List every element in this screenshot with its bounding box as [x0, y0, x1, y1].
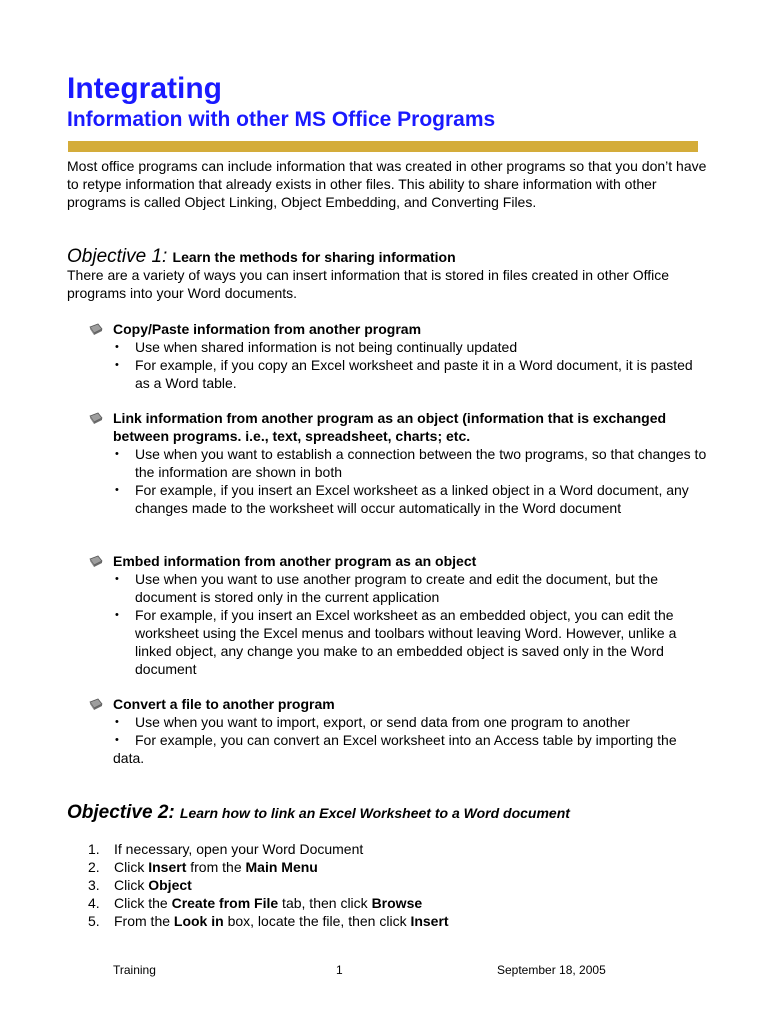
method-heading-text: Copy/Paste information from another program [113, 321, 422, 337]
intro-paragraph: Most office programs can include information that was created in other programs so that you don’t have to retype information that already exists in other files. This ability to share information with other programs is called Object Linking, Object Embedding, and Converting Files. [67, 158, 707, 210]
method-copy-paste [88, 320, 708, 392]
method-heading-text: Embed information from another program as an object [113, 553, 477, 569]
step-text: from the [186, 859, 246, 875]
method-heading [88, 552, 708, 570]
step-bold-term: Browse [371, 895, 423, 911]
list-item: • For example, you can convert an Excel worksheet into an Access table by importing the data. [88, 731, 708, 767]
method-bullet-list [88, 445, 708, 517]
method-heading [88, 409, 708, 445]
step-text: tab, then click [278, 895, 372, 911]
step-number: 3. [88, 877, 100, 893]
step-item [88, 912, 449, 930]
step-text: Click the [114, 895, 172, 911]
objective-2-description: Learn how to link an Excel Worksheet to a Word document [179, 805, 570, 821]
step-item [88, 894, 449, 912]
step-text: box, locate the file, then click [223, 913, 411, 929]
step-bold-term: Insert [410, 913, 449, 929]
method-heading [88, 320, 708, 338]
step-number: 4. [88, 895, 100, 911]
step-text: Click [114, 859, 149, 875]
step-bold-term: Object [148, 877, 192, 893]
document-bullet-icon [88, 323, 104, 335]
list-item: • Use when shared information is not being continually updated [88, 338, 708, 356]
objective-1-description: Learn the methods for sharing information [172, 249, 456, 265]
method-embed [88, 552, 708, 678]
step-bold-term: Main Menu [245, 859, 318, 875]
step-item [88, 876, 449, 894]
objective-2-heading [67, 801, 570, 824]
step-text: If necessary, open your Word Document [114, 841, 364, 857]
objective-1-label: Objective 1: [67, 246, 168, 267]
step-bold-term: Create from File [171, 895, 279, 911]
method-heading [88, 695, 708, 713]
list-item: • For example, if you insert an Excel worksheet as an embedded object, you can edit the worksheet using the Excel menus and toolbars without leaving Word. However, unlike a linked object, any change you make to an embedded object is saved only in the Word document [88, 606, 708, 678]
step-bold-term: Look in [173, 913, 224, 929]
page-title: Integrating [67, 72, 222, 105]
document-bullet-icon [88, 698, 104, 710]
objective-1-heading [67, 245, 456, 268]
step-item [88, 858, 449, 876]
method-bullet-list [88, 338, 708, 392]
method-bullet-list [88, 570, 708, 678]
step-text: From the [114, 913, 174, 929]
steps-list [88, 840, 449, 930]
step-text: Click [114, 877, 149, 893]
method-heading-text: Convert a file to another program [113, 696, 335, 712]
list-item: • For example, if you copy an Excel worksheet and paste it in a Word document, it is pasted as a Word table. [88, 356, 708, 392]
footer-page-number: 1 [336, 963, 343, 977]
step-bold-term: Insert [148, 859, 187, 875]
document-bullet-icon [88, 412, 104, 424]
page-subtitle: Information with other MS Office Programs [67, 108, 496, 131]
list-item: • Use when you want to establish a connection between the two programs, so that changes to the information are shown in both [88, 445, 708, 481]
title-rule [68, 141, 698, 152]
method-link [88, 409, 708, 517]
step-number: 2. [88, 859, 100, 875]
objective-1-text: There are a variety of ways you can insert information that is stored in files created in other Office programs into your Word documents. [67, 267, 670, 301]
objective-2-label: Objective 2: [67, 802, 175, 823]
footer-date: September 18, 2005 [497, 963, 606, 977]
footer-left: Training [113, 963, 156, 977]
document-bullet-icon [88, 555, 104, 567]
list-item: • Use when you want to use another program to create and edit the document, but the document is stored only in the current application [88, 570, 708, 606]
method-heading-text: Link information from another program as an object (information that is exchanged between programs. i.e., text, spreadsheet, charts; etc. [113, 410, 667, 444]
list-item: • Use when you want to import, export, or send data from one program to another [88, 713, 708, 731]
step-number: 1. [88, 841, 100, 857]
step-number: 5. [88, 913, 100, 929]
method-convert [88, 695, 708, 767]
step-item [88, 840, 449, 858]
list-item: • For example, if you insert an Excel worksheet as a linked object in a Word document, any changes made to the worksheet will occur automatically in the Word document [88, 481, 708, 517]
method-bullet-list [88, 713, 708, 767]
